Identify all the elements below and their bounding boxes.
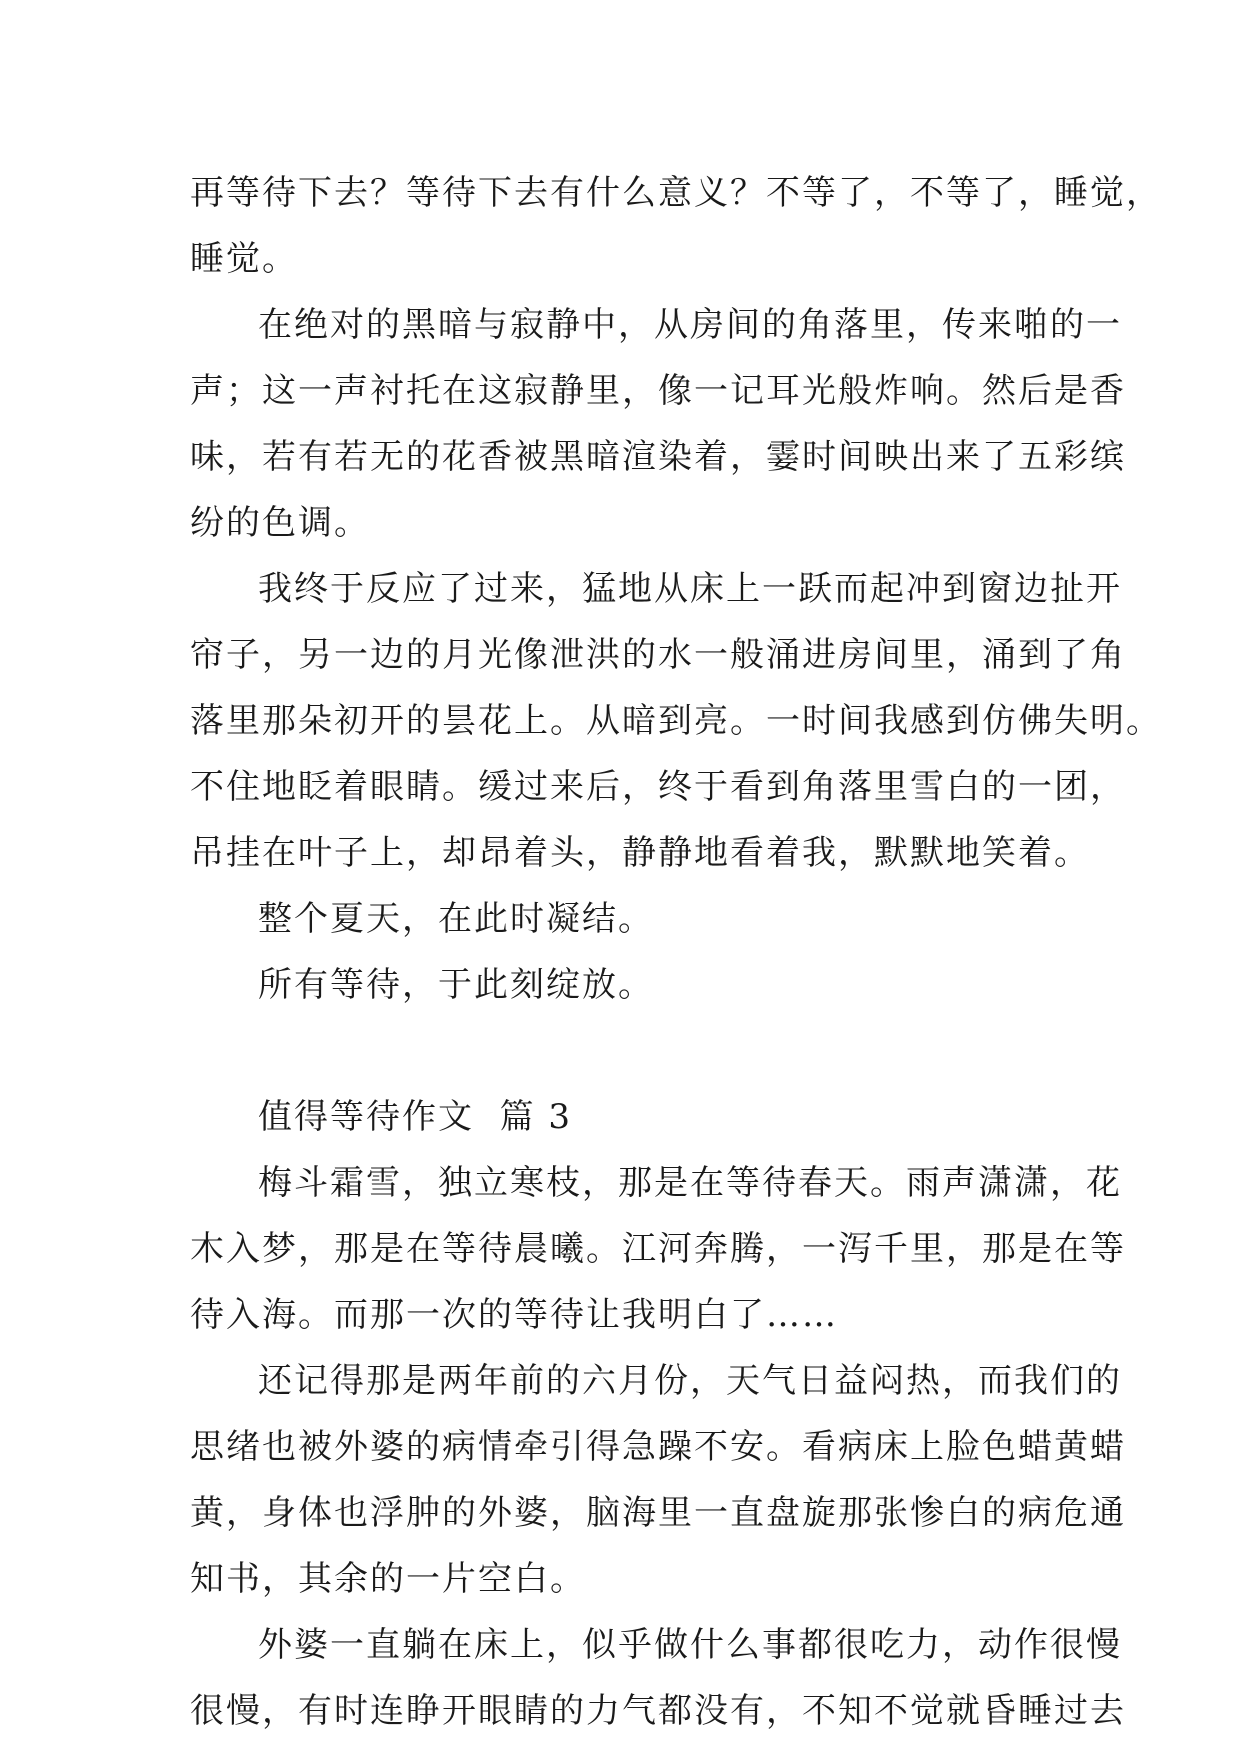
text-line: 所有等待，于此刻绽放。 bbox=[258, 965, 654, 1005]
text-line: 思绪也被外婆的病情牵引得急躁不安。看病床上脸色蜡黄蜡 bbox=[190, 1427, 1126, 1467]
text-line: 很慢，有时连睁开眼睛的力气都没有，不知不觉就昏睡过去 bbox=[190, 1691, 1126, 1731]
text-line: 味，若有若无的花香被黑暗渲染着，霎时间映出来了五彩缤 bbox=[190, 437, 1126, 477]
text-line: 梅斗霜雪，独立寒枝，那是在等待春天。雨声潇潇，花 bbox=[258, 1163, 1122, 1203]
text-line: 帘子，另一边的月光像泄洪的水一般涌进房间里，涌到了角 bbox=[190, 635, 1126, 675]
text-line: 再等待下去？等待下去有什么意义？不等了，不等了，睡觉， bbox=[190, 173, 1162, 213]
text-line: 吊挂在叶子上，却昂着头，静静地看着我，默默地笑着。 bbox=[190, 833, 1090, 873]
document-page bbox=[190, 160, 1162, 1744]
text-line: 在绝对的黑暗与寂静中，从房间的角落里，传来啪的一 bbox=[258, 305, 1122, 345]
text-line: 落里那朵初开的昙花上。从暗到亮。一时间我感到仿佛失明。 bbox=[190, 701, 1162, 741]
text-line: 睡觉。 bbox=[190, 239, 298, 279]
text-line: 不住地眨着眼睛。缓过来后，终于看到角落里雪白的一团， bbox=[190, 767, 1126, 807]
text-line: 待入海。而那一次的等待让我明白了…… bbox=[190, 1295, 838, 1335]
text-line: 黄，身体也浮肿的外婆，脑海里一直盘旋那张惨白的病危通 bbox=[190, 1493, 1126, 1533]
text-line: 声；这一声衬托在这寂静里，像一记耳光般炸响。然后是香 bbox=[190, 371, 1126, 411]
section-heading: 值得等待作文 篇 3 bbox=[258, 1097, 573, 1137]
text-line: 外婆一直躺在床上，似乎做什么事都很吃力，动作很慢 bbox=[258, 1625, 1122, 1665]
text-line: 知书，其余的一片空白。 bbox=[190, 1559, 586, 1599]
text-line: 木入梦，那是在等待晨曦。江河奔腾，一泻千里，那是在等 bbox=[190, 1229, 1126, 1269]
text-line: 我终于反应了过来，猛地从床上一跃而起冲到窗边扯开 bbox=[258, 569, 1122, 609]
text-line: 整个夏天，在此时凝结。 bbox=[258, 899, 654, 939]
blank-line bbox=[190, 1018, 1060, 1084]
text-line: 还记得那是两年前的六月份，天气日益闷热，而我们的 bbox=[258, 1361, 1122, 1401]
text-line: 纷的色调。 bbox=[190, 503, 370, 543]
